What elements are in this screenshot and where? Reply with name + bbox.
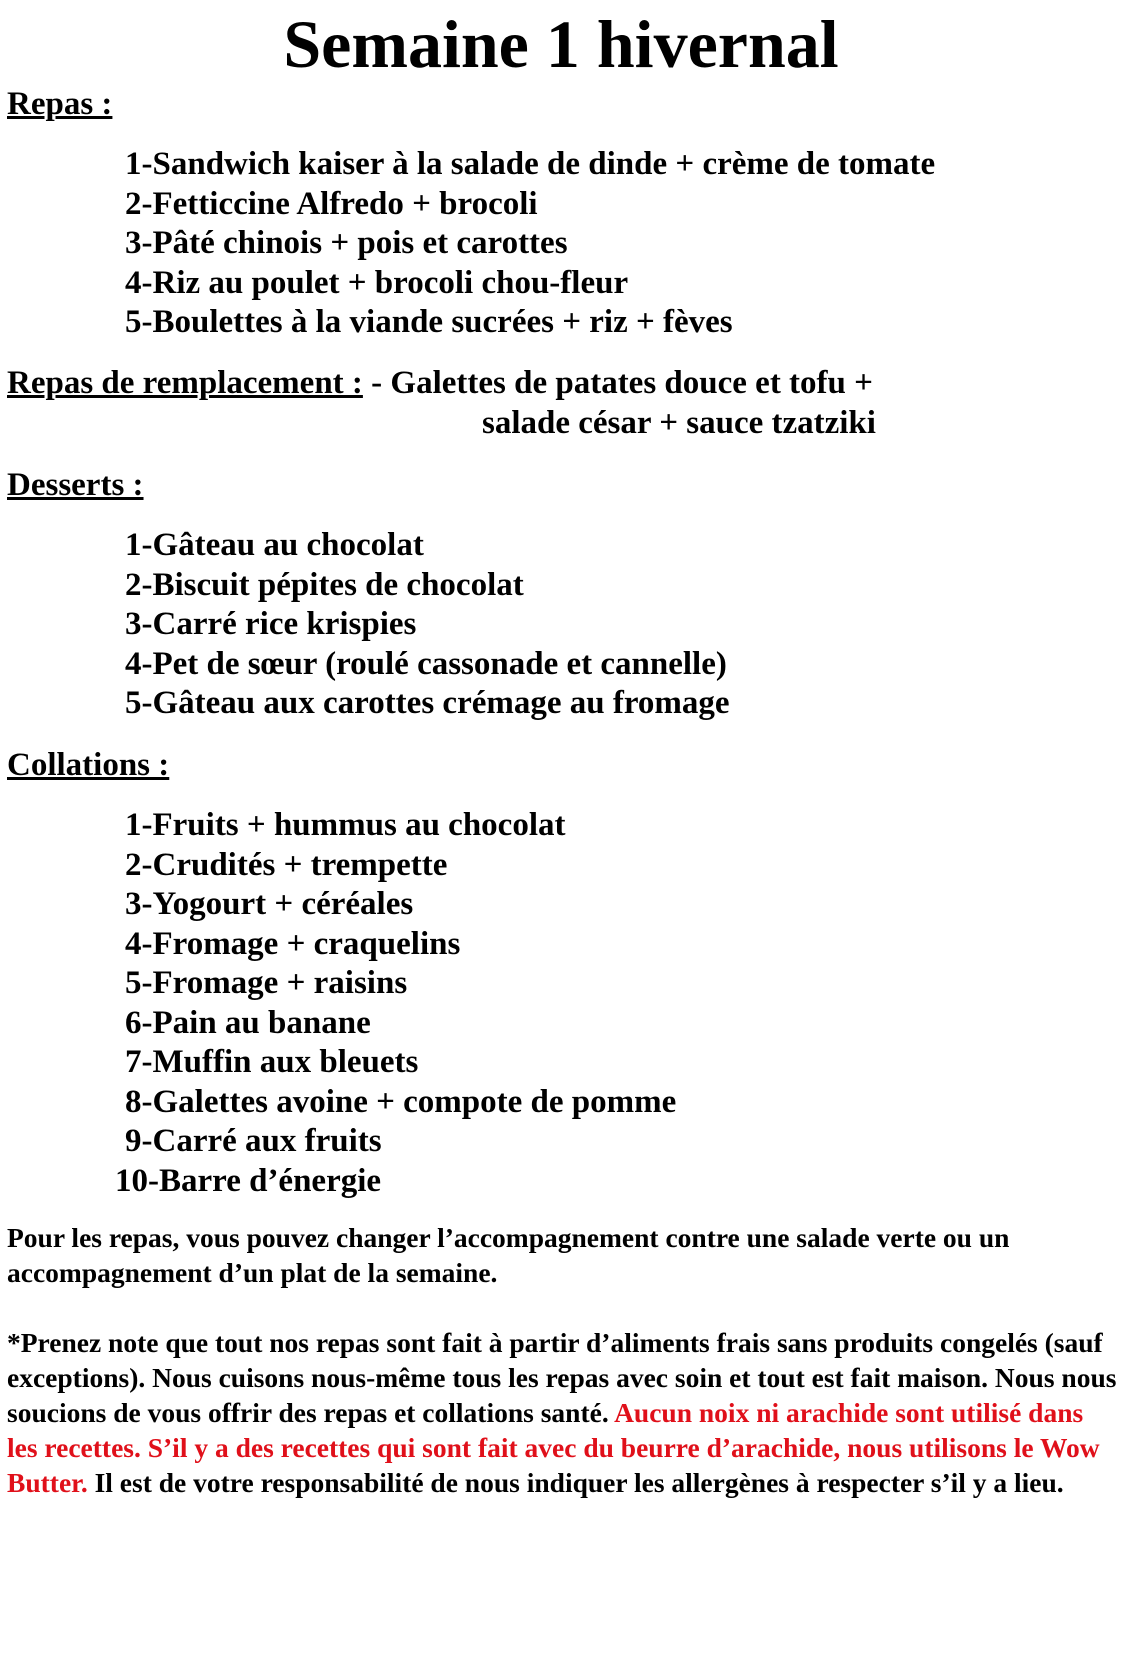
list-item: 3-Pâté chinois + pois et carottes [125, 225, 568, 261]
remplacement-row [7, 363, 873, 403]
list-item: 3-Yogourt + céréales [125, 886, 414, 922]
desserts-list [125, 526, 730, 724]
accompagnement-note: Pour les repas, vous pouvez changer l’accompagnement contre une salade verte ou un accompagnement d’un plat de la semaine. [7, 1222, 1010, 1288]
list-item: 5-Boulettes à la viande sucrées + riz + fèves [125, 304, 733, 340]
collations-list [115, 806, 677, 1201]
page-title: Semaine 1 hivernal [283, 6, 839, 82]
list-item: 4-Riz au poulet + brocoli chou-fleur [125, 264, 629, 301]
list-item: 2-Biscuit pépites de chocolat [125, 566, 524, 603]
list-item: 7-Muffin aux bleuets [125, 1044, 419, 1080]
collations-heading: Collations : [7, 747, 170, 783]
list-item: 2-Crudités + trempette [125, 846, 448, 883]
repas-heading: Repas : [7, 86, 113, 122]
list-item: 5-Gâteau aux carottes crémage au fromage [125, 685, 730, 721]
list-item: 4-Fromage + craquelins [125, 925, 461, 962]
remplacement-heading: Repas de remplacement : [7, 365, 363, 401]
list-item: 9-Carré aux fruits [125, 1123, 382, 1159]
list-item: 5-Fromage + raisins [125, 965, 408, 1001]
prenez-note-paragraph [7, 1325, 1117, 1500]
allergy-warning: Aucun noix ni arachide sont utilisé dans les recettes. S’il y a des recettes qui sont fait avec du beurre d’arachide, nous utilisons le Wow Butter. [7, 1397, 1100, 1498]
remplacement-line2: salade césar + sauce tzatziki [482, 405, 876, 441]
list-item: 4-Pet de sœur (roulé cassonade et cannelle) [125, 645, 727, 682]
list-item: 1-Sandwich kaiser à la salade de dinde + crème de tomate [125, 146, 936, 182]
list-item: 8-Galettes avoine + compote de pomme [125, 1083, 677, 1120]
list-item: 6-Pain au banane [125, 1004, 371, 1041]
list-item: 1-Fruits + hummus au chocolat [125, 807, 566, 843]
prenez-note-end: Il est de votre responsabilité de nous indiquer les allergènes à respecter s’il y a lieu. [87, 1467, 1064, 1498]
list-item: 3-Carré rice krispies [125, 606, 417, 642]
remplacement-line1: - Galettes de patates douce et tofu + [362, 365, 873, 401]
prenez-note-start: *Prenez note que tout nos repas sont fait à partir d’aliments frais sans produits congelés (sauf exceptions). Nous cuisons nous-même tous les repas avec soin et tout est fait maison. Nous nous soucions de vous offrir des repas et collations santé. [7, 1327, 1117, 1428]
list-item: 1-Gâteau au chocolat [125, 527, 424, 563]
desserts-heading: Desserts : [7, 467, 144, 503]
list-item: 2-Fetticcine Alfredo + brocoli [125, 185, 538, 222]
list-item: 10-Barre d’énergie [115, 1162, 382, 1199]
repas-list [125, 145, 935, 343]
